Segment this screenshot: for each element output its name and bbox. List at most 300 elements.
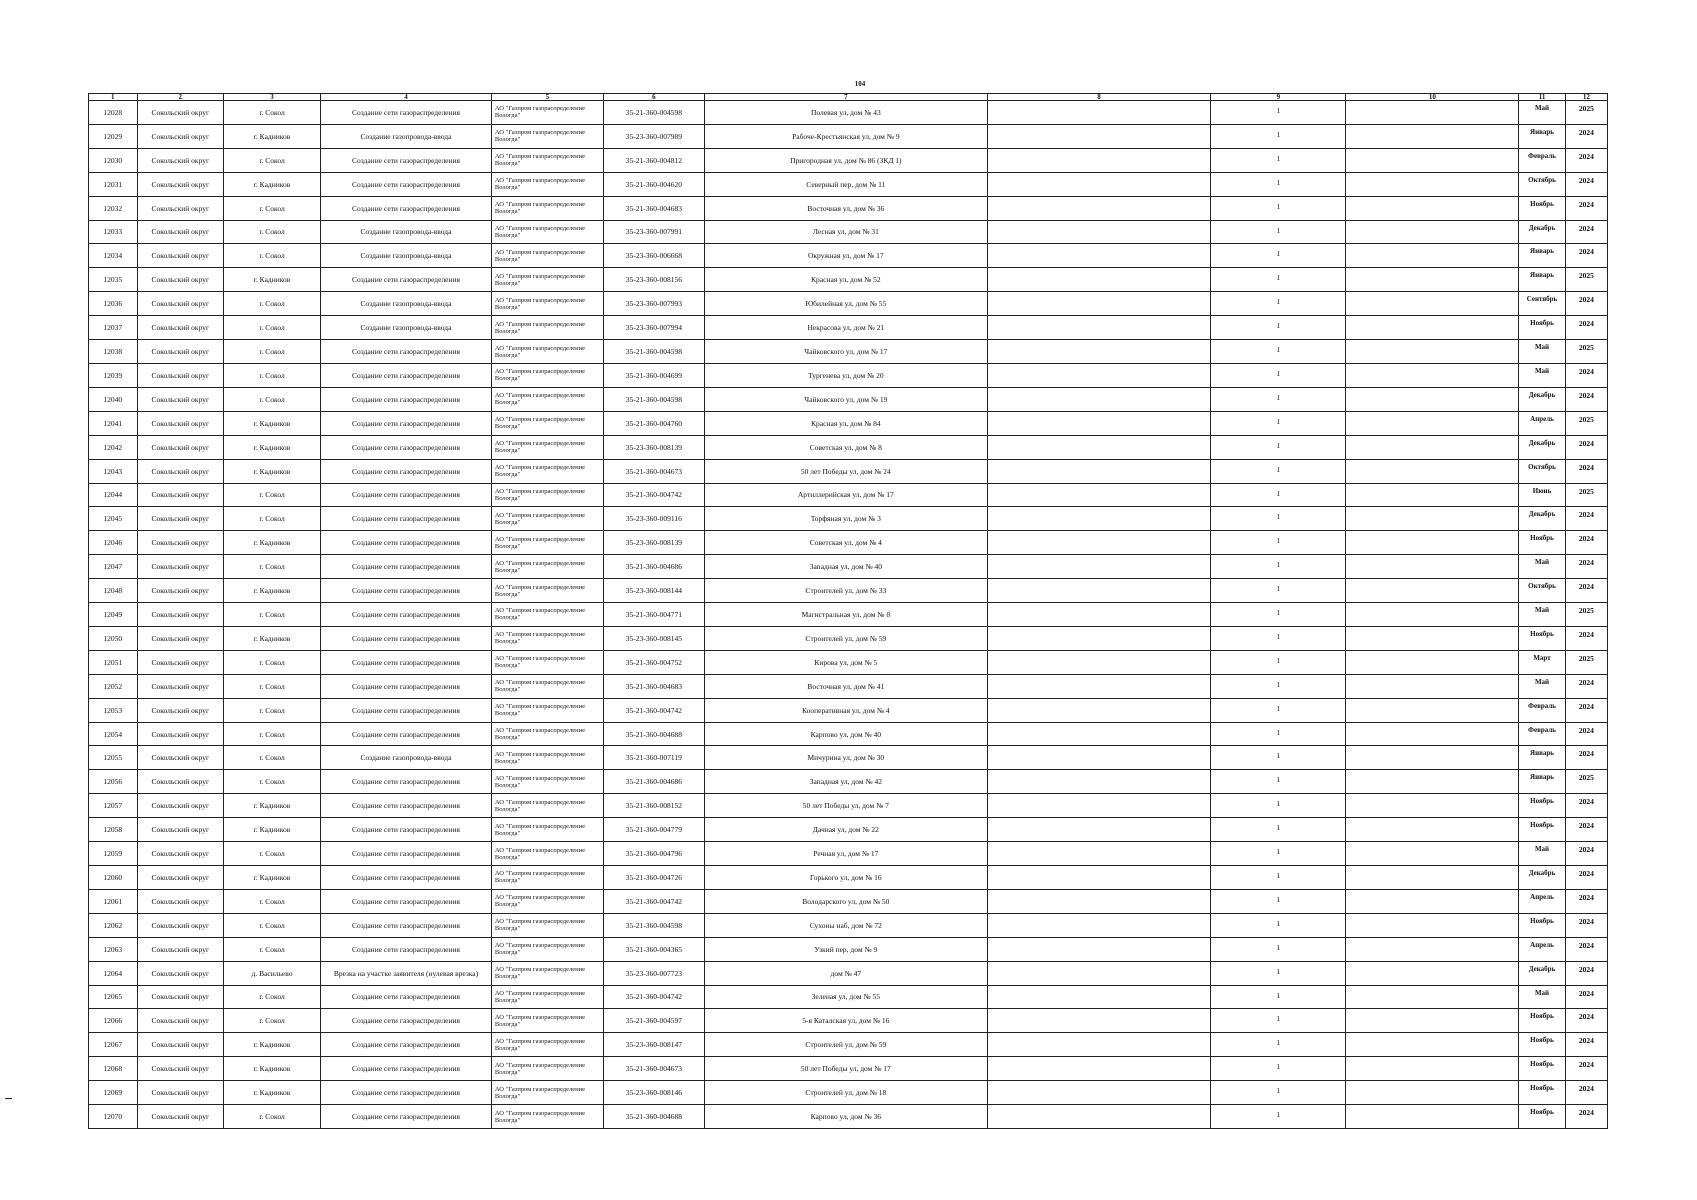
quantity-cell: 1 xyxy=(1211,292,1346,316)
month-cell: Ноябрь xyxy=(1519,913,1565,937)
organization-cell: АО "Газпром газораспределение Вологда" xyxy=(491,937,603,961)
table-row xyxy=(89,387,1608,411)
empty-cell-10 xyxy=(1346,985,1519,1009)
work-type-cell: Создание сети газораспределения xyxy=(321,1009,492,1033)
cadastral-number-cell: 35-21-360-004699 xyxy=(603,363,704,387)
empty-cell-10 xyxy=(1346,459,1519,483)
organization-cell: АО "Газпром газораспределение Вологда" xyxy=(491,603,603,627)
work-type-cell: Создание сети газораспределения xyxy=(321,555,492,579)
year-cell: 2024 xyxy=(1565,937,1607,961)
district-cell: Сокольский округ xyxy=(137,746,223,770)
month-cell: Январь xyxy=(1519,770,1565,794)
cadastral-number-cell: 35-21-360-004742 xyxy=(603,698,704,722)
work-type-cell: Создание сети газораспределения xyxy=(321,196,492,220)
locality-cell: г. Сокол xyxy=(224,842,321,866)
empty-cell-10 xyxy=(1346,818,1519,842)
year-cell: 2024 xyxy=(1565,794,1607,818)
empty-cell-10 xyxy=(1346,650,1519,674)
empty-cell-10 xyxy=(1346,866,1519,890)
month-cell: Март xyxy=(1519,650,1565,674)
empty-cell-10 xyxy=(1346,698,1519,722)
empty-cell-8 xyxy=(987,268,1211,292)
address-cell: Строителей ул, дом № 59 xyxy=(705,626,988,650)
address-cell: Советская ул, дом № 4 xyxy=(705,531,988,555)
district-cell: Сокольский округ xyxy=(137,172,223,196)
year-cell: 2024 xyxy=(1565,866,1607,890)
organization-cell: АО "Газпром газораспределение Вологда" xyxy=(491,124,603,148)
address-cell: Тургенева ул, дом № 20 xyxy=(705,363,988,387)
record-id-cell: 12053 xyxy=(89,698,138,722)
district-cell: Сокольский округ xyxy=(137,244,223,268)
empty-cell-8 xyxy=(987,794,1211,818)
district-cell: Сокольский округ xyxy=(137,220,223,244)
quantity-cell: 1 xyxy=(1211,124,1346,148)
year-cell: 2024 xyxy=(1565,507,1607,531)
district-cell: Сокольский округ xyxy=(137,603,223,627)
cadastral-number-cell: 35-23-360-008145 xyxy=(603,626,704,650)
cadastral-number-cell: 35-21-360-008152 xyxy=(603,794,704,818)
cadastral-number-cell: 35-21-360-004365 xyxy=(603,937,704,961)
work-type-cell: Создание сети газораспределения xyxy=(321,483,492,507)
locality-cell: г. Кадников xyxy=(224,1057,321,1081)
district-cell: Сокольский округ xyxy=(137,555,223,579)
table-row xyxy=(89,1009,1608,1033)
district-cell: Сокольский округ xyxy=(137,101,223,125)
organization-cell: АО "Газпром газораспределение Вологда" xyxy=(491,292,603,316)
cadastral-number-cell: 35-21-360-004673 xyxy=(603,1057,704,1081)
quantity-cell: 1 xyxy=(1211,101,1346,125)
column-number-1: 1 xyxy=(89,94,138,101)
organization-cell: АО "Газпром газораспределение Вологда" xyxy=(491,268,603,292)
table-row xyxy=(89,555,1608,579)
work-type-cell: Создание сети газораспределения xyxy=(321,842,492,866)
empty-cell-10 xyxy=(1346,531,1519,555)
empty-cell-8 xyxy=(987,411,1211,435)
year-cell: 2024 xyxy=(1565,363,1607,387)
empty-cell-10 xyxy=(1346,435,1519,459)
work-type-cell: Создание сети газораспределения xyxy=(321,340,492,364)
organization-cell: АО "Газпром газораспределение Вологда" xyxy=(491,363,603,387)
address-cell: Советская ул, дом № 8 xyxy=(705,435,988,459)
locality-cell: г. Сокол xyxy=(224,985,321,1009)
page-number: 104 xyxy=(854,80,866,88)
month-cell: Апрель xyxy=(1519,937,1565,961)
empty-cell-10 xyxy=(1346,794,1519,818)
empty-cell-10 xyxy=(1346,1105,1519,1129)
record-id-cell: 12033 xyxy=(89,220,138,244)
year-cell: 2024 xyxy=(1565,555,1607,579)
month-cell: Ноябрь xyxy=(1519,531,1565,555)
district-cell: Сокольский округ xyxy=(137,1057,223,1081)
work-type-cell: Создание сети газораспределения xyxy=(321,148,492,172)
record-id-cell: 12057 xyxy=(89,794,138,818)
district-cell: Сокольский округ xyxy=(137,650,223,674)
address-cell: Магистральная ул, дом № 8 xyxy=(705,603,988,627)
district-cell: Сокольский округ xyxy=(137,1033,223,1057)
year-cell: 2024 xyxy=(1565,387,1607,411)
district-cell: Сокольский округ xyxy=(137,1081,223,1105)
month-cell: Январь xyxy=(1519,268,1565,292)
organization-cell: АО "Газпром газораспределение Вологда" xyxy=(491,220,603,244)
empty-cell-10 xyxy=(1346,889,1519,913)
address-cell: Некрасова ул, дом № 21 xyxy=(705,316,988,340)
cadastral-number-cell: 35-21-360-004598 xyxy=(603,387,704,411)
year-cell: 2024 xyxy=(1565,531,1607,555)
quantity-cell: 1 xyxy=(1211,507,1346,531)
table-row xyxy=(89,770,1608,794)
month-cell: Ноябрь xyxy=(1519,1105,1565,1129)
locality-cell: г. Кадников xyxy=(224,1033,321,1057)
work-type-cell: Создание сети газораспределения xyxy=(321,937,492,961)
year-cell: 2024 xyxy=(1565,220,1607,244)
table-row xyxy=(89,650,1608,674)
record-id-cell: 12047 xyxy=(89,555,138,579)
district-cell: Сокольский округ xyxy=(137,1009,223,1033)
record-id-cell: 12036 xyxy=(89,292,138,316)
district-cell: Сокольский округ xyxy=(137,507,223,531)
quantity-cell: 1 xyxy=(1211,1057,1346,1081)
year-cell: 2024 xyxy=(1565,746,1607,770)
empty-cell-10 xyxy=(1346,770,1519,794)
empty-cell-10 xyxy=(1346,1081,1519,1105)
organization-cell: АО "Газпром газораспределение Вологда" xyxy=(491,148,603,172)
month-cell: Декабрь xyxy=(1519,507,1565,531)
year-cell: 2024 xyxy=(1565,1081,1607,1105)
address-cell: дом № 47 xyxy=(705,961,988,985)
column-number-header xyxy=(89,94,1608,101)
organization-cell: АО "Газпром газораспределение Вологда" xyxy=(491,650,603,674)
address-cell: Восточная ул, дом № 41 xyxy=(705,674,988,698)
month-cell: Февраль xyxy=(1519,722,1565,746)
year-cell: 2024 xyxy=(1565,1105,1607,1129)
district-cell: Сокольский округ xyxy=(137,985,223,1009)
table-row xyxy=(89,101,1608,125)
cadastral-number-cell: 35-21-360-004771 xyxy=(603,603,704,627)
address-cell: Володарского ул, дом № 50 xyxy=(705,889,988,913)
address-cell: Кооперативная ул, дом № 4 xyxy=(705,698,988,722)
record-id-cell: 12032 xyxy=(89,196,138,220)
year-cell: 2024 xyxy=(1565,674,1607,698)
record-id-cell: 12060 xyxy=(89,866,138,890)
month-cell: Декабрь xyxy=(1519,435,1565,459)
work-type-cell: Создание сети газораспределения xyxy=(321,603,492,627)
organization-cell: АО "Газпром газораспределение Вологда" xyxy=(491,483,603,507)
locality-cell: г. Кадников xyxy=(224,794,321,818)
address-cell: 50 лет Победы ул, дом № 17 xyxy=(705,1057,988,1081)
district-cell: Сокольский округ xyxy=(137,268,223,292)
year-cell: 2025 xyxy=(1565,340,1607,364)
quantity-cell: 1 xyxy=(1211,889,1346,913)
column-number-12: 12 xyxy=(1565,94,1607,101)
record-id-cell: 12069 xyxy=(89,1081,138,1105)
year-cell: 2024 xyxy=(1565,244,1607,268)
year-cell: 2024 xyxy=(1565,579,1607,603)
organization-cell: АО "Газпром газораспределение Вологда" xyxy=(491,172,603,196)
locality-cell: г. Кадников xyxy=(224,626,321,650)
record-id-cell: 12048 xyxy=(89,579,138,603)
empty-cell-10 xyxy=(1346,1057,1519,1081)
year-cell: 2024 xyxy=(1565,626,1607,650)
empty-cell-8 xyxy=(987,722,1211,746)
year-cell: 2024 xyxy=(1565,722,1607,746)
locality-cell: г. Сокол xyxy=(224,316,321,340)
month-cell: Ноябрь xyxy=(1519,316,1565,340)
record-id-cell: 12040 xyxy=(89,387,138,411)
district-cell: Сокольский округ xyxy=(137,818,223,842)
record-id-cell: 12035 xyxy=(89,268,138,292)
year-cell: 2024 xyxy=(1565,818,1607,842)
organization-cell: АО "Газпром газораспределение Вологда" xyxy=(491,1057,603,1081)
table-row xyxy=(89,961,1608,985)
quantity-cell: 1 xyxy=(1211,435,1346,459)
empty-cell-8 xyxy=(987,650,1211,674)
district-cell: Сокольский округ xyxy=(137,316,223,340)
work-type-cell: Создание сети газораспределения xyxy=(321,507,492,531)
cadastral-number-cell: 35-23-360-008156 xyxy=(603,268,704,292)
locality-cell: г. Кадников xyxy=(224,459,321,483)
month-cell: Декабрь xyxy=(1519,220,1565,244)
month-cell: Май xyxy=(1519,674,1565,698)
year-cell: 2024 xyxy=(1565,913,1607,937)
quantity-cell: 1 xyxy=(1211,746,1346,770)
table-row xyxy=(89,196,1608,220)
year-cell: 2024 xyxy=(1565,148,1607,172)
table-row xyxy=(89,794,1608,818)
district-cell: Сокольский округ xyxy=(137,674,223,698)
column-number-11: 11 xyxy=(1519,94,1565,101)
record-id-cell: 12054 xyxy=(89,722,138,746)
locality-cell: г. Сокол xyxy=(224,746,321,770)
month-cell: Октябрь xyxy=(1519,459,1565,483)
locality-cell: г. Сокол xyxy=(224,244,321,268)
record-id-cell: 12050 xyxy=(89,626,138,650)
month-cell: Февраль xyxy=(1519,148,1565,172)
quantity-cell: 1 xyxy=(1211,196,1346,220)
locality-cell: г. Кадников xyxy=(224,268,321,292)
organization-cell: АО "Газпром газораспределение Вологда" xyxy=(491,626,603,650)
empty-cell-8 xyxy=(987,459,1211,483)
locality-cell: г. Сокол xyxy=(224,340,321,364)
empty-cell-8 xyxy=(987,818,1211,842)
district-cell: Сокольский округ xyxy=(137,411,223,435)
organization-cell: АО "Газпром газораспределение Вологда" xyxy=(491,411,603,435)
address-cell: Карпово ул, дом № 36 xyxy=(705,1105,988,1129)
table-row xyxy=(89,268,1608,292)
table-row xyxy=(89,531,1608,555)
work-type-cell: Создание газопровода-ввода xyxy=(321,292,492,316)
work-type-cell: Создание сети газораспределения xyxy=(321,626,492,650)
empty-cell-10 xyxy=(1346,555,1519,579)
month-cell: Октябрь xyxy=(1519,579,1565,603)
work-type-cell: Создание сети газораспределения xyxy=(321,172,492,196)
empty-cell-8 xyxy=(987,172,1211,196)
cadastral-number-cell: 35-23-360-009116 xyxy=(603,507,704,531)
empty-cell-10 xyxy=(1346,124,1519,148)
address-cell: Строителей ул, дом № 59 xyxy=(705,1033,988,1057)
quantity-cell: 1 xyxy=(1211,866,1346,890)
empty-cell-10 xyxy=(1346,172,1519,196)
quantity-cell: 1 xyxy=(1211,459,1346,483)
empty-cell-8 xyxy=(987,937,1211,961)
column-number-8: 8 xyxy=(987,94,1211,101)
organization-cell: АО "Газпром газораспределение Вологда" xyxy=(491,340,603,364)
quantity-cell: 1 xyxy=(1211,1105,1346,1129)
empty-cell-10 xyxy=(1346,579,1519,603)
locality-cell: г. Кадников xyxy=(224,866,321,890)
work-type-cell: Создание сети газораспределения xyxy=(321,913,492,937)
table-row xyxy=(89,244,1608,268)
address-cell: Строителей ул, дом № 33 xyxy=(705,579,988,603)
locality-cell: г. Сокол xyxy=(224,698,321,722)
empty-cell-10 xyxy=(1346,340,1519,364)
empty-cell-8 xyxy=(987,1033,1211,1057)
month-cell: Декабрь xyxy=(1519,387,1565,411)
organization-cell: АО "Газпром газораспределение Вологда" xyxy=(491,866,603,890)
empty-cell-8 xyxy=(987,340,1211,364)
table-row xyxy=(89,292,1608,316)
locality-cell: г. Сокол xyxy=(224,387,321,411)
quantity-cell: 1 xyxy=(1211,1009,1346,1033)
quantity-cell: 1 xyxy=(1211,555,1346,579)
cadastral-number-cell: 35-21-360-004688 xyxy=(603,1105,704,1129)
table-row xyxy=(89,698,1608,722)
table-row xyxy=(89,579,1608,603)
work-type-cell: Создание сети газораспределения xyxy=(321,889,492,913)
empty-cell-8 xyxy=(987,555,1211,579)
work-type-cell: Создание сети газораспределения xyxy=(321,1105,492,1129)
year-cell: 2025 xyxy=(1565,268,1607,292)
record-id-cell: 12029 xyxy=(89,124,138,148)
table-row xyxy=(89,1081,1608,1105)
cadastral-number-cell: 35-23-360-007989 xyxy=(603,124,704,148)
empty-cell-8 xyxy=(987,1057,1211,1081)
cadastral-number-cell: 35-23-360-008146 xyxy=(603,1081,704,1105)
organization-cell: АО "Газпром газораспределение Вологда" xyxy=(491,316,603,340)
district-cell: Сокольский округ xyxy=(137,363,223,387)
month-cell: Ноябрь xyxy=(1519,626,1565,650)
month-cell: Май xyxy=(1519,363,1565,387)
record-id-cell: 12052 xyxy=(89,674,138,698)
month-cell: Май xyxy=(1519,842,1565,866)
record-id-cell: 12042 xyxy=(89,435,138,459)
record-id-cell: 12039 xyxy=(89,363,138,387)
district-cell: Сокольский округ xyxy=(137,913,223,937)
table-row xyxy=(89,363,1608,387)
cadastral-number-cell: 35-21-360-004683 xyxy=(603,196,704,220)
empty-cell-8 xyxy=(987,961,1211,985)
month-cell: Январь xyxy=(1519,124,1565,148)
locality-cell: г. Кадников xyxy=(224,818,321,842)
month-cell: Декабрь xyxy=(1519,961,1565,985)
empty-cell-10 xyxy=(1346,1009,1519,1033)
cadastral-number-cell: 35-21-360-004598 xyxy=(603,101,704,125)
organization-cell: АО "Газпром газораспределение Вологда" xyxy=(491,531,603,555)
work-type-cell: Создание сети газораспределения xyxy=(321,794,492,818)
empty-cell-8 xyxy=(987,220,1211,244)
table-row xyxy=(89,316,1608,340)
table-row xyxy=(89,148,1608,172)
empty-cell-8 xyxy=(987,1105,1211,1129)
year-cell: 2025 xyxy=(1565,603,1607,627)
district-cell: Сокольский округ xyxy=(137,531,223,555)
month-cell: Ноябрь xyxy=(1519,196,1565,220)
locality-cell: г. Сокол xyxy=(224,650,321,674)
table-row xyxy=(89,483,1608,507)
quantity-cell: 1 xyxy=(1211,794,1346,818)
district-cell: Сокольский округ xyxy=(137,937,223,961)
registry-table xyxy=(88,93,1608,1129)
quantity-cell: 1 xyxy=(1211,316,1346,340)
month-cell: Февраль xyxy=(1519,698,1565,722)
work-type-cell: Создание сети газораспределения xyxy=(321,650,492,674)
locality-cell: г. Сокол xyxy=(224,363,321,387)
empty-cell-8 xyxy=(987,698,1211,722)
empty-cell-8 xyxy=(987,626,1211,650)
work-type-cell: Создание сети газораспределения xyxy=(321,435,492,459)
quantity-cell: 1 xyxy=(1211,674,1346,698)
column-number-5: 5 xyxy=(491,94,603,101)
district-cell: Сокольский округ xyxy=(137,435,223,459)
year-cell: 2024 xyxy=(1565,459,1607,483)
address-cell: Торфяная ул, дом № 3 xyxy=(705,507,988,531)
district-cell: Сокольский округ xyxy=(137,387,223,411)
organization-cell: АО "Газпром газораспределение Вологда" xyxy=(491,1009,603,1033)
locality-cell: г. Кадников xyxy=(224,531,321,555)
cadastral-number-cell: 35-21-360-004726 xyxy=(603,866,704,890)
year-cell: 2024 xyxy=(1565,985,1607,1009)
quantity-cell: 1 xyxy=(1211,603,1346,627)
table-body xyxy=(89,94,1608,1129)
cadastral-number-cell: 35-23-360-006668 xyxy=(603,244,704,268)
record-id-cell: 12031 xyxy=(89,172,138,196)
address-cell: Западная ул, дом № 42 xyxy=(705,770,988,794)
table-row xyxy=(89,985,1608,1009)
year-cell: 2024 xyxy=(1565,172,1607,196)
year-cell: 2024 xyxy=(1565,842,1607,866)
empty-cell-8 xyxy=(987,1009,1211,1033)
organization-cell: АО "Газпром газораспределение Вологда" xyxy=(491,794,603,818)
work-type-cell: Создание сети газораспределения xyxy=(321,363,492,387)
organization-cell: АО "Газпром газораспределение Вологда" xyxy=(491,387,603,411)
empty-cell-10 xyxy=(1346,1033,1519,1057)
locality-cell: г. Сокол xyxy=(224,889,321,913)
empty-cell-10 xyxy=(1346,316,1519,340)
organization-cell: АО "Газпром газораспределение Вологда" xyxy=(491,196,603,220)
record-id-cell: 12055 xyxy=(89,746,138,770)
district-cell: Сокольский округ xyxy=(137,292,223,316)
month-cell: Апрель xyxy=(1519,411,1565,435)
address-cell: Кирова ул, дом № 5 xyxy=(705,650,988,674)
quantity-cell: 1 xyxy=(1211,770,1346,794)
address-cell: Чайковского ул, дом № 17 xyxy=(705,340,988,364)
cadastral-number-cell: 35-21-360-007119 xyxy=(603,746,704,770)
address-cell: Сухоны наб, дом № 72 xyxy=(705,913,988,937)
empty-cell-10 xyxy=(1346,937,1519,961)
organization-cell: АО "Газпром газораспределение Вологда" xyxy=(491,722,603,746)
empty-cell-10 xyxy=(1346,842,1519,866)
locality-cell: г. Сокол xyxy=(224,913,321,937)
year-cell: 2024 xyxy=(1565,124,1607,148)
locality-cell: г. Сокол xyxy=(224,1009,321,1033)
empty-cell-10 xyxy=(1346,363,1519,387)
table-row xyxy=(89,459,1608,483)
empty-cell-8 xyxy=(987,866,1211,890)
record-id-cell: 12061 xyxy=(89,889,138,913)
empty-cell-10 xyxy=(1346,220,1519,244)
cadastral-number-cell: 35-21-360-004686 xyxy=(603,770,704,794)
year-cell: 2024 xyxy=(1565,889,1607,913)
empty-cell-10 xyxy=(1346,268,1519,292)
